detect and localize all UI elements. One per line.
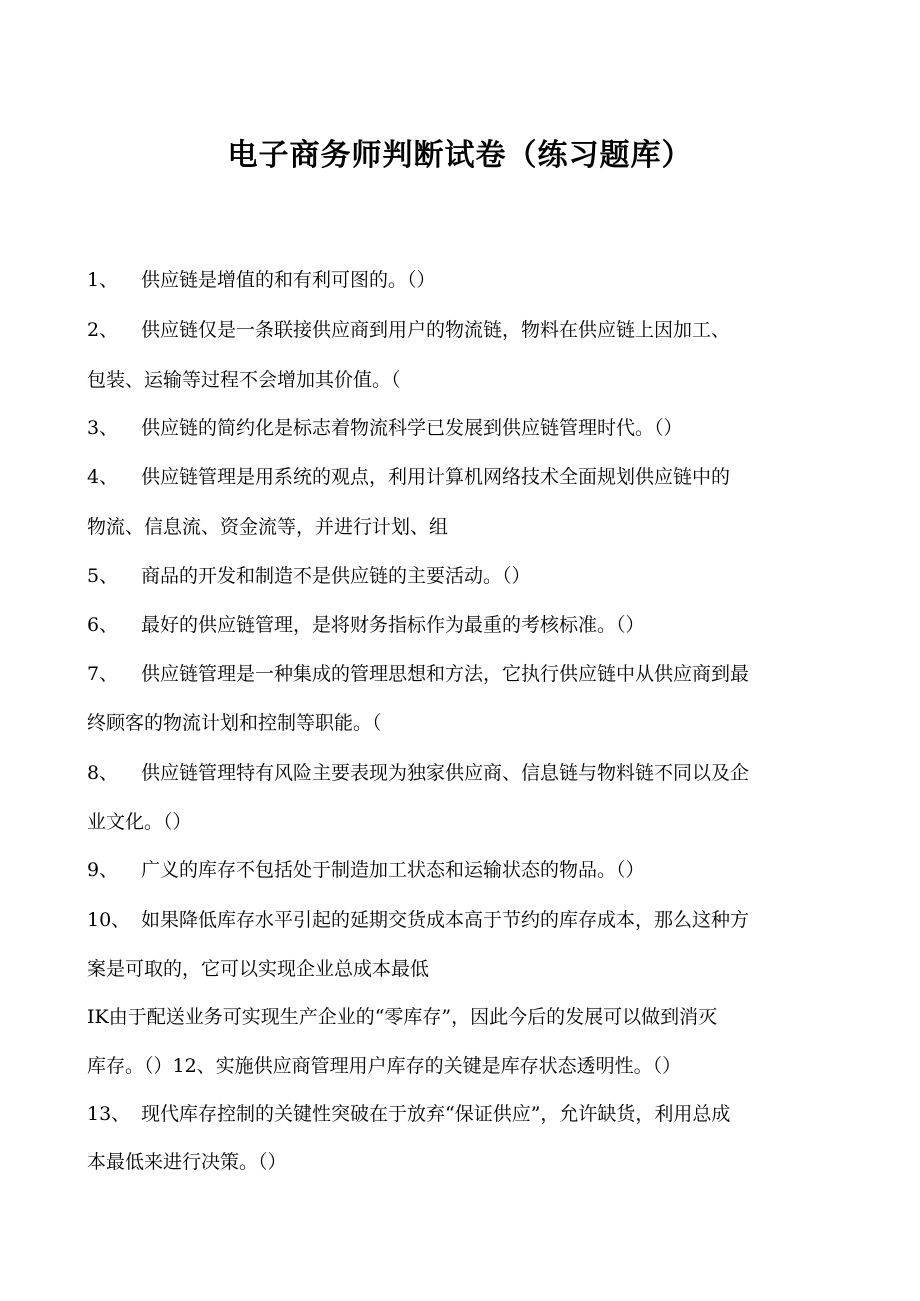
question-text: 供应链管理特有风险主要表现为独家供应商、信息链与物料链不同以及企 — [141, 762, 750, 784]
question-number: 9、 — [87, 859, 119, 881]
question-number: 5、 — [87, 565, 119, 587]
question-text: 终顾客的物流计划和控制等职能。（ — [87, 712, 382, 734]
question-3 — [87, 414, 832, 442]
question-8-continued — [87, 808, 832, 836]
question-text: 物流、信息流、资金流等，并进行计划、组 — [87, 516, 449, 538]
question-11-continued — [87, 1052, 832, 1080]
question-9 — [87, 856, 832, 884]
question-text: 包装、运输等过程不会增加其价值。（ — [87, 369, 401, 391]
question-7 — [87, 660, 832, 688]
question-text: 供应链管理是用系统的观点，利用计算机网络技术全面规划供应链中的 — [141, 466, 731, 488]
question-number: 6、 — [87, 614, 119, 636]
question-text: 库存。（）12、实施供应商管理用户库存的关键是库存状态透明性。（） — [87, 1055, 682, 1077]
question-11 — [87, 1003, 832, 1031]
question-text: 供应链是增值的和有利可图的。（） — [141, 269, 436, 291]
question-2 — [87, 316, 832, 344]
question-6 — [87, 611, 832, 639]
question-13-continued — [87, 1148, 832, 1176]
question-text: IK由于配送业务可实现生产企业的“零库存”，因此今后的发展可以做到消灭 — [87, 1006, 718, 1028]
question-text: 业文化。（） — [87, 811, 192, 833]
question-number: 4、 — [87, 466, 119, 488]
question-text: 现代库存控制的关键性突破在于放弃“保证供应”，允许缺货，利用总成 — [141, 1103, 731, 1125]
question-4-continued — [87, 513, 832, 541]
document-title: 电子商务师判断试卷（练习题库） — [227, 138, 693, 173]
question-number: 2、 — [87, 319, 119, 341]
question-4 — [87, 463, 832, 491]
question-number: 8、 — [87, 762, 119, 784]
question-text: 如果降低库存水平引起的延期交货成本高于节约的库存成本，那么这种方 — [141, 909, 750, 931]
question-10-continued — [87, 955, 832, 983]
question-8 — [87, 759, 832, 787]
question-text: 广义的库存不包括处于制造加工状态和运输状态的物品。（） — [141, 859, 645, 881]
question-text: 供应链仅是一条联接供应商到用户的物流链，物料在供应链上因加工、 — [141, 319, 731, 341]
question-1 — [87, 266, 832, 294]
question-7-continued — [87, 709, 832, 737]
question-number: 1、 — [87, 269, 119, 291]
question-text: 供应链管理是一种集成的管理思想和方法，它执行供应链中从供应商到最 — [141, 663, 750, 685]
question-text: 本最低来进行决策。（） — [87, 1151, 287, 1173]
question-number: 10、 — [87, 909, 131, 931]
question-text: 最好的供应链管理，是将财务指标作为最重的考核标准。（） — [141, 614, 645, 636]
question-number: 13、 — [87, 1103, 131, 1125]
question-number: 3、 — [87, 417, 119, 439]
question-10 — [87, 906, 832, 934]
question-text: 供应链的简约化是标志着物流科学已发展到供应链管理时代。（） — [141, 417, 683, 439]
question-13 — [87, 1100, 832, 1128]
question-text: 案是可取的，它可以实现企业总成本最低 — [87, 958, 430, 980]
question-5 — [87, 562, 832, 590]
question-2-continued — [87, 366, 832, 394]
question-text: 商品的开发和制造不是供应链的主要活动。（） — [141, 565, 531, 587]
question-number: 7、 — [87, 663, 119, 685]
